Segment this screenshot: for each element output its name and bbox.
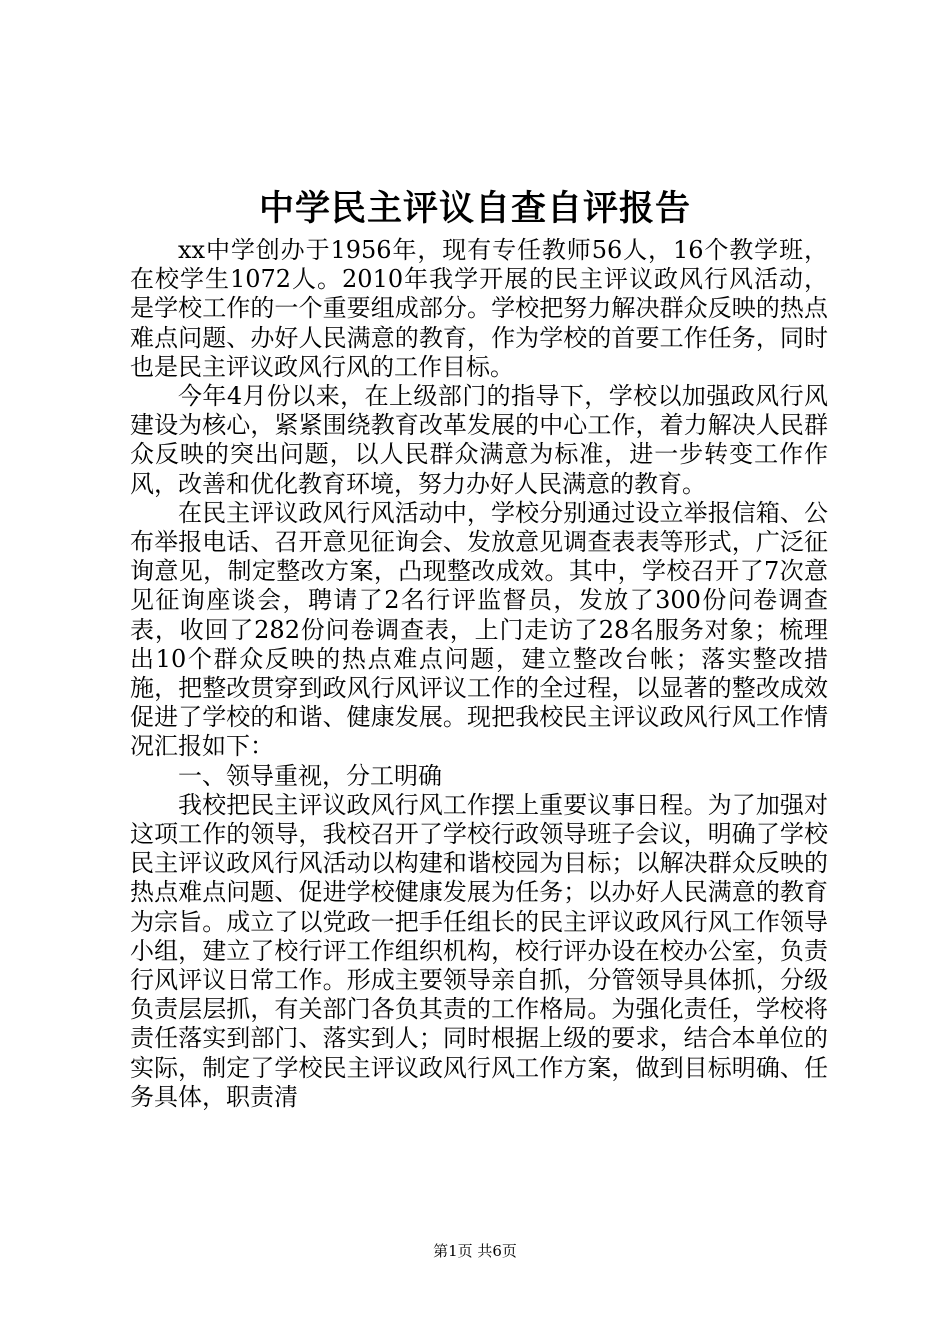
document-body (130, 236, 828, 1112)
paragraph-activities: 在民主评议政风行风活动中，学校分别通过设立举报信箱、公布举报电话、召开意见征询会、发放意见调查表表等形式，广泛征询意见，制定整改方案，凸现整改成效。其中，学校召开了7次意见征询座谈会，聘请了2名行评监督员，发放了300份问卷调查表，收回了282份问卷调查表，上门走访了28名服务对象；梳理出10个群众反映的热点难点问题，建立整改台帐；落实整改措施，把整改贯穿到政风行风评议工作的全过程，以显著的整改成效促进了学校的和谐、健康发展。现把我校民主评议政风行风工作情况汇报如下： (130, 498, 828, 761)
paragraph-goals: 今年4月份以来，在上级部门的指导下，学校以加强政风行风建设为核心，紧紧围绕教育改革发展的中心工作，着力解决人民群众反映的突出问题，以人民群众满意为标准，进一步转变工作作风，改善和优化教育环境，努力办好人民满意的教育。 (130, 382, 828, 498)
paragraph-intro: xx中学创办于1956年，现有专任教师56人，16个教学班，在校学生1072人。2010年我学开展的民主评议政风行风活动，是学校工作的一个重要组成部分。学校把努力解决群众反映的热点难点问题、办好人民满意的教育，作为学校的首要工作任务，同时也是民主评议政风行风的工作目标。 (130, 236, 828, 381)
paragraph-leadership: 我校把民主评议政风行风工作摆上重要议事日程。为了加强对这项工作的领导，我校召开了学校行政领导班子会议，明确了学校民主评议政风行风活动以构建和谐校园为目标；以解决群众反映的热点难点问题、促进学校健康发展为任务；以办好人民满意的教育为宗旨。成立了以党政一把手任组长的民主评议政风行风工作领导小组，建立了校行评工作组织机构，校行评办设在校办公室，负责行风评议日常工作。形成主要领导亲自抓，分管领导具体抓，分级负责层层抓，有关部门各负其责的工作格局。为强化责任，学校将责任落实到部门、落实到人；同时根据上级的要求，结合本单位的实际，制定了学校民主评议政风行风工作方案，做到目标明确、任务具体，职责清 (130, 790, 828, 1111)
document-title: 中学民主评议自查自评报告 (258, 188, 691, 229)
section-heading-leadership: 一、领导重视，分工明确 (178, 761, 442, 790)
page-number-footer: 第1页 共6页 (433, 1242, 517, 1260)
